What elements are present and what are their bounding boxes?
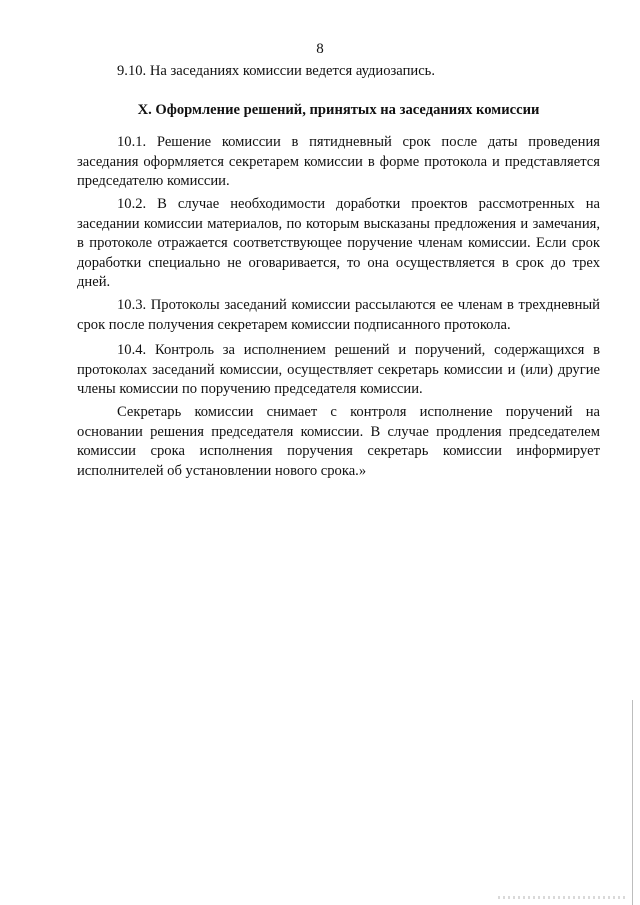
paragraph-secretary-control: Секретарь комиссии снимает с контроля исполнение поручений на основании решения председателя комиссии. В случае продления председателем комиссии срока исполнения поручения секретарь комиссии информирует исполнителей об установлении нового срока.» [77, 403, 600, 479]
page-number: 8 [316, 41, 324, 57]
scan-margin-line [632, 700, 633, 905]
scan-artifact-dots [498, 896, 628, 899]
paragraph-10-4: 10.4. Контроль за исполнением решений и поручений, содержащихся в протоколах заседаний комиссии, осуществляет секретарь комиссии и (или) другие члены комиссии по поручению председателя комиссии. [77, 342, 600, 398]
paragraph-10-1: 10.1. Решение комиссии в пятидневный срок после даты проведения заседания оформляется секретарем комиссии в форме протокола и представляется председателю комиссии. [77, 134, 600, 190]
paragraph-10-2: 10.2. В случае необходимости доработки проектов рассмотренных на заседании комиссии материалов, по которым высказаны предложения и замечания, в протоколе отражается соответствующее поручение членам комиссии. Если срок доработки специально не оговаривается, то она осуществляется в срок до трех дней. [77, 195, 600, 291]
section-heading: X. Оформление решений, принятых на заседаниях комиссии [137, 101, 540, 118]
paragraph-9-10: 9.10. На заседаниях комиссии ведется аудиозапись. [117, 63, 435, 79]
paragraph-10-3: 10.3. Протоколы заседаний комиссии рассылаются ее членам в трехдневный срок после получения секретарем комиссии подписанного протокола. [77, 296, 600, 333]
document-body [77, 62, 600, 481]
